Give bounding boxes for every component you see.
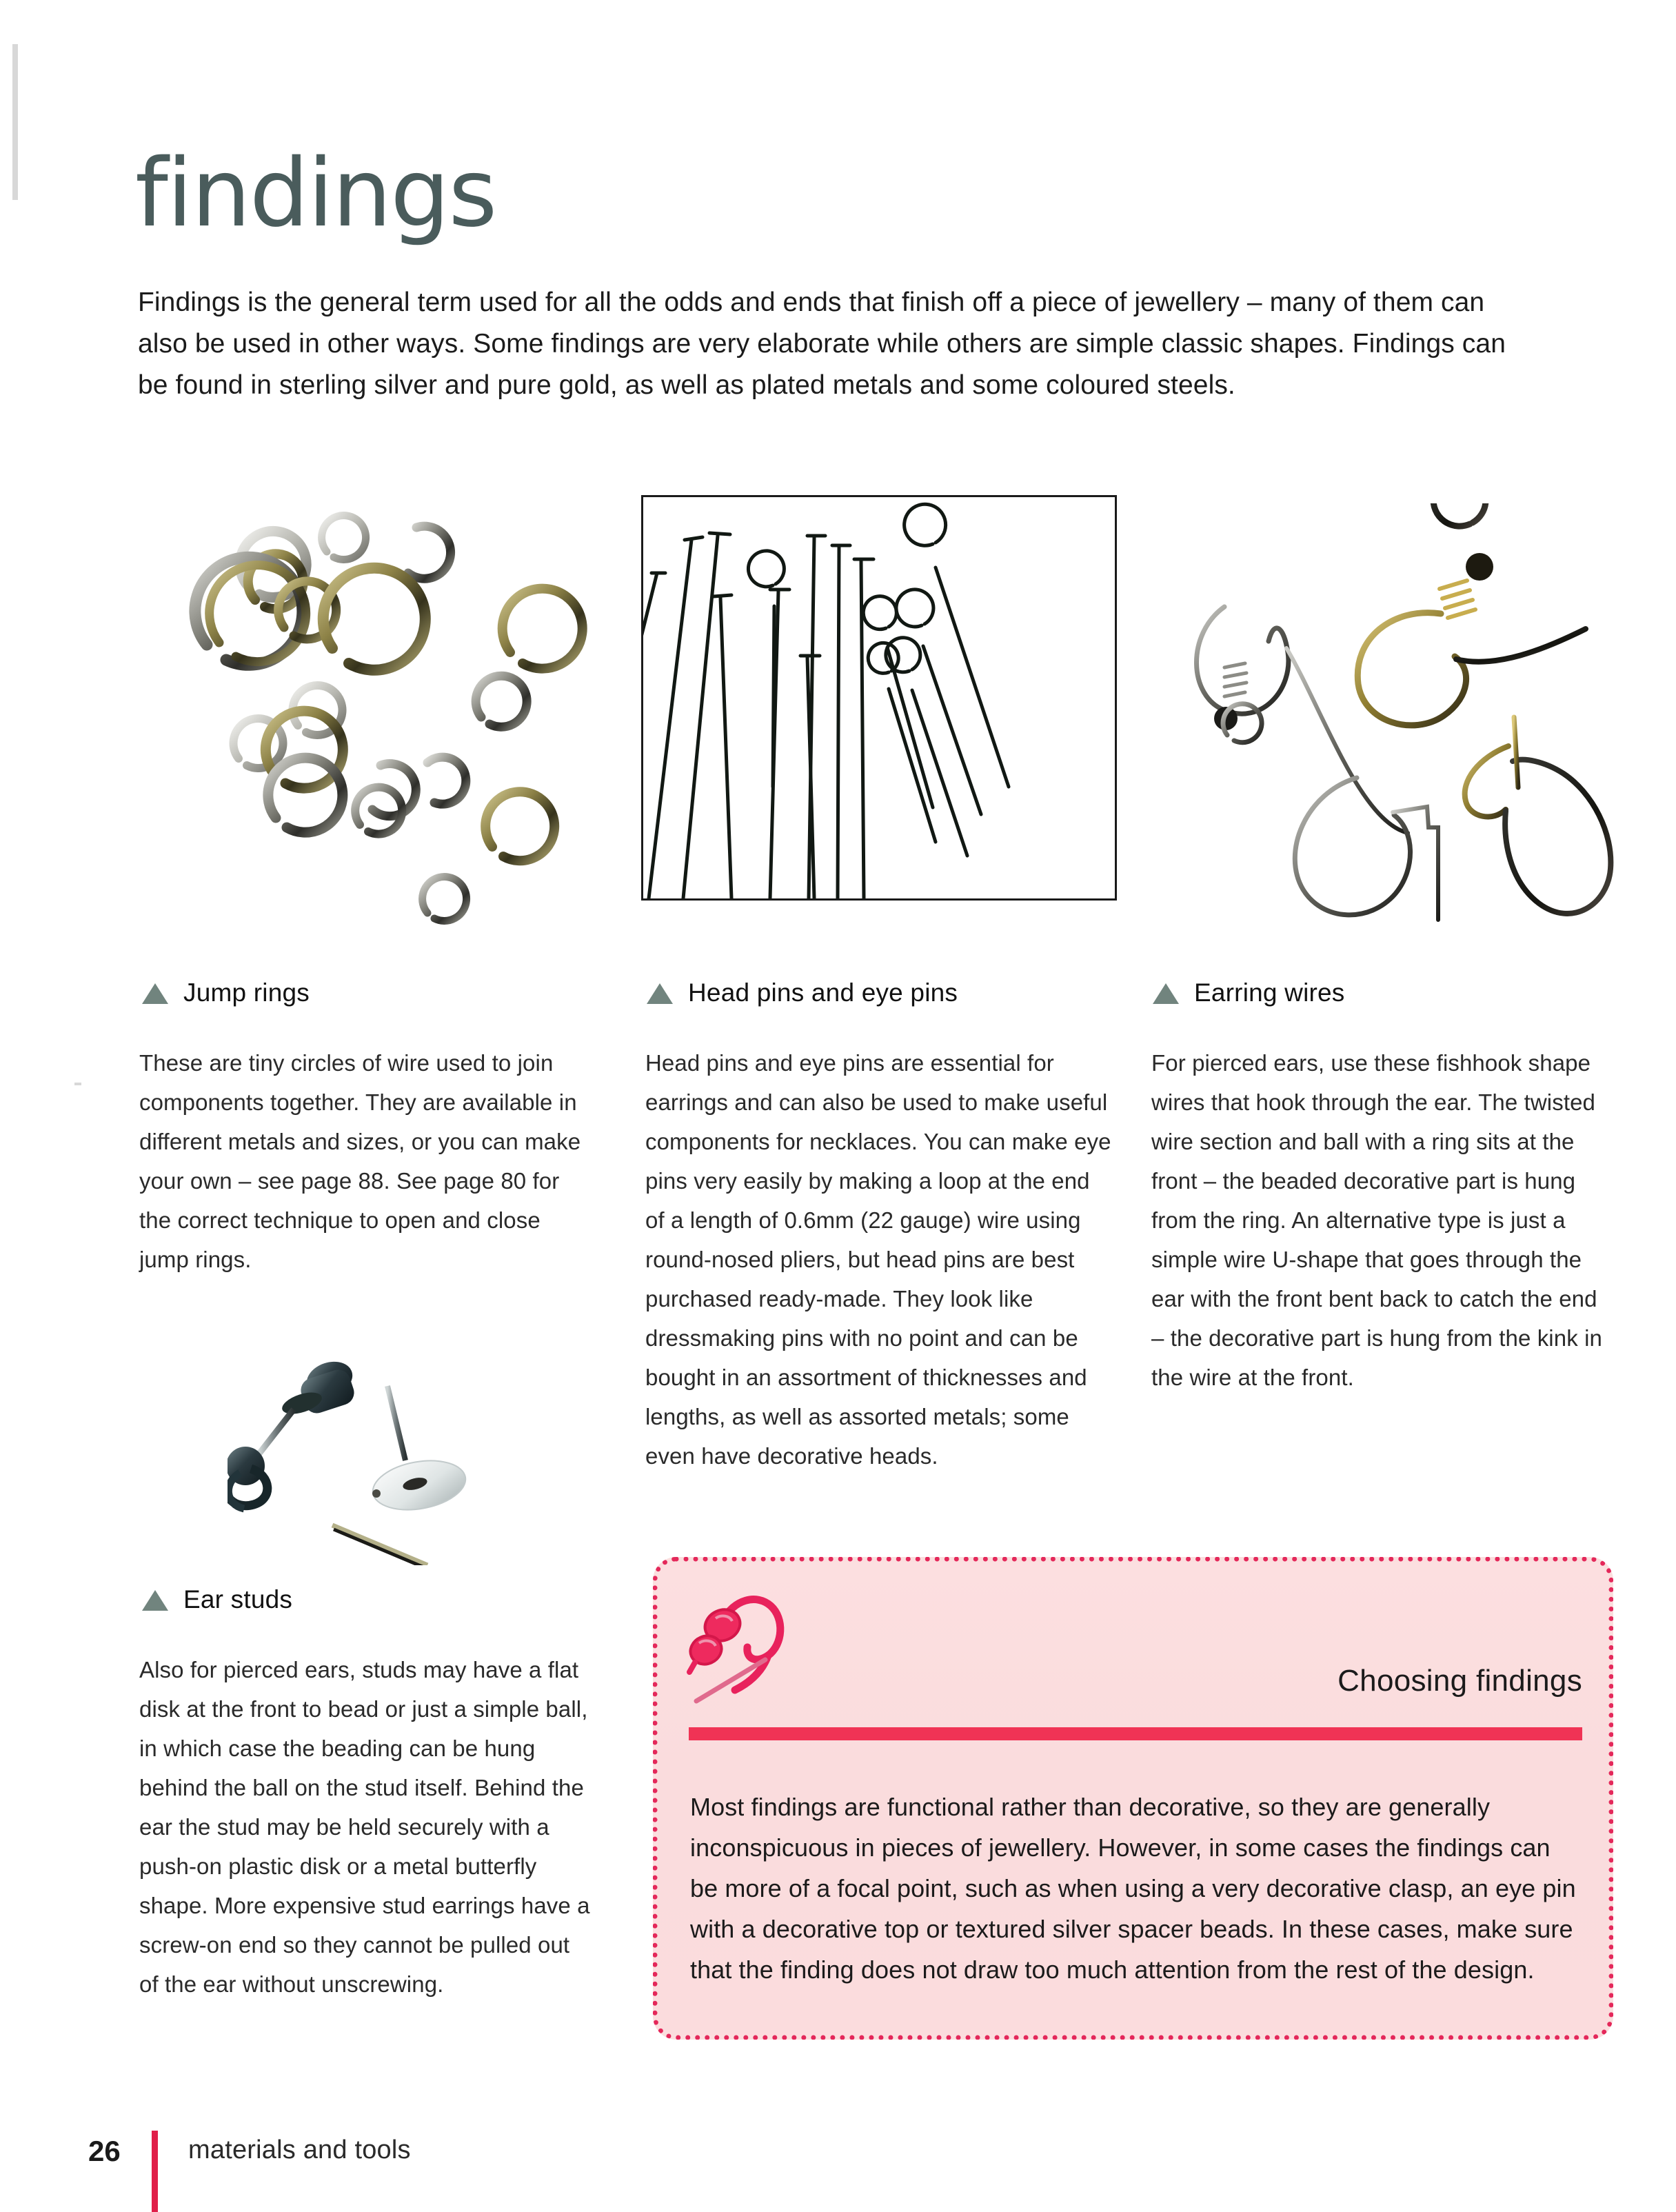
triangle-bullet-icon [142,1590,168,1611]
callout-title: Choosing findings [1337,1664,1582,1698]
callout-body-text: Most findings are functional rather than decorative, so they are generally inconspicuous in pieces of jewellery. However, in some cases the findings can be more of a focal point, such as when using a very decorative clasp, an eye pin with a decorative top or textured silver spacer beads. In these cases, make sure that the finding does not draw too much attention from the rest of the design. [690,1793,1576,1984]
trim-mark-mid [74,1083,81,1085]
page-title: findings [135,139,496,249]
earring-wire-with-beads-icon [680,1578,807,1709]
caption-ear-studs [142,1586,292,1614]
trim-mark-top [12,44,18,200]
caption-head-pins-and-eye-pins [647,979,958,1007]
page-number: 26 [88,2135,121,2167]
ear-studs-figure [228,1338,517,1565]
footer-section-label: materials and tools [188,2135,411,2164]
triangle-bullet-icon [1153,983,1179,1004]
caption-label: Earring wires [1194,978,1345,1007]
head-pins-and-eye-pins-figure [641,495,1117,901]
earring-wires-figure [1158,503,1627,924]
page-footer [88,2110,411,2193]
choosing-findings-callout [653,1557,1613,2040]
body-ear-studs: Also for pierced ears, studs may have a flat disk at the front to bead or just a simple ball, in which case the beading can be hung behind the ball on the stud itself. Behind the ear the stud may be held securely with a push-on plastic disk or a metal butterfly shape. More expensive stud earrings have a screw-on end so they cannot be pulled out of the ear without unscrewing. [139,1657,590,1997]
body-earring-wires: For pierced ears, use these fishhook shape wires that hook through the ear. The twisted wire section and ball with a ring sits at the front – the beaded decorative part is hung from the ring. An alternative type is just a simple wire U-shape that goes through the ear with the front bent back to catch the end – the decorative part is hung from the kink in the wire at the front. [1151,1050,1602,1390]
triangle-bullet-icon [647,983,673,1004]
triangle-bullet-icon [142,983,168,1004]
body-jump-rings: These are tiny circles of wire used to join components together. They are available in different metals and sizes, or you can make your own – see page 88. See page 80 for the correct technique to open and close jump rings. [139,1050,581,1272]
jump-rings-figure [138,496,614,972]
footer-accent-bar [152,2131,158,2212]
callout-divider-rule [689,1727,1582,1740]
caption-jump-rings [142,979,310,1007]
intro-paragraph: Findings is the general term used for all the odds and ends that finish off a piece of jewellery – many of them can also be used in other ways. Some findings are very elaborate while others are simple classic shapes. Findings can be found in sterling silver and pure gold, as well as plated metals and some coloured steels. [138,288,1506,400]
caption-label: Head pins and eye pins [688,978,958,1007]
caption-label: Ear studs [183,1585,293,1613]
caption-label: Jump rings [183,978,310,1007]
caption-earring-wires [1153,979,1345,1007]
body-head-pins-and-eye-pins: Head pins and eye pins are essential for earrings and can also be used to make useful components for necklaces. You can make eye pins very easily by making a loop at the end of a length of 0.6mm (22 gauge) wire using round-nosed pliers, but head pins are best purchased ready-made. They look like dressmaking pins with no point and can be bought in an assortment of thicknesses and lengths, as well as assorted metals; some even have decorative heads. [645,1050,1111,1469]
